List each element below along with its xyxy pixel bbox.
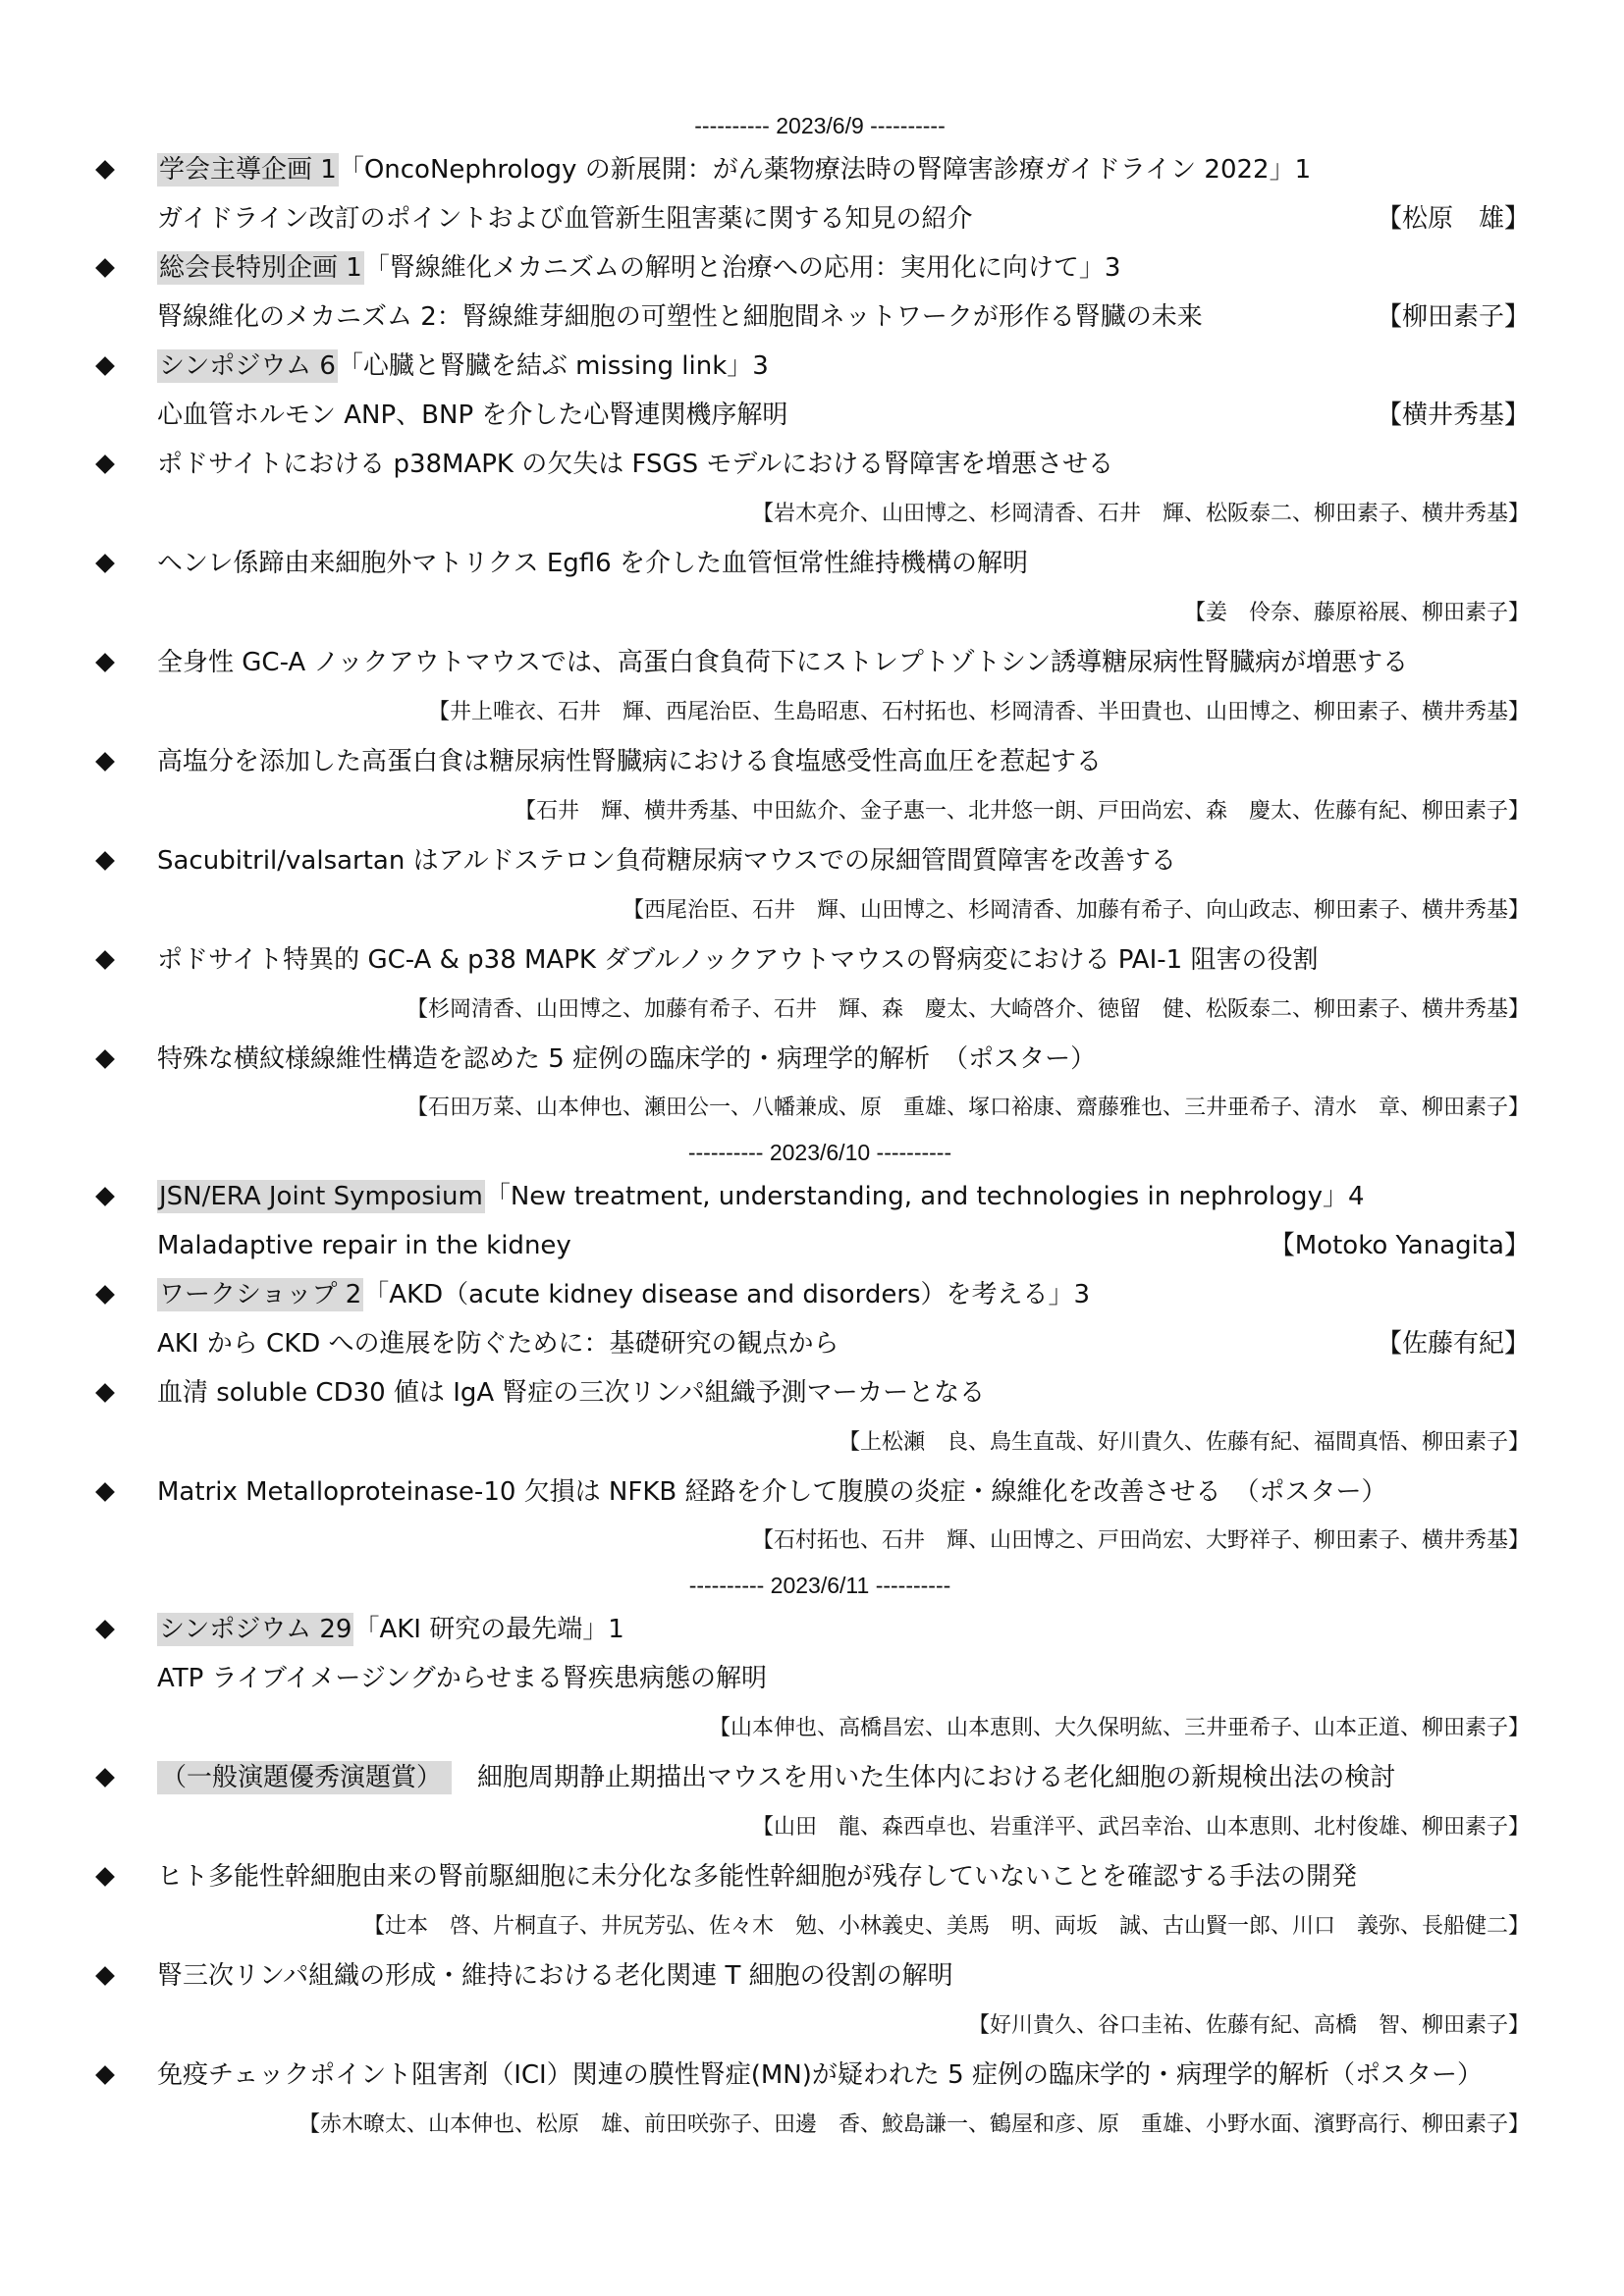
presentation-title: AKI から CKD への進展を防ぐために：基礎研究の観点から	[157, 1329, 839, 1359]
author-list: 【上松瀬 良、鳥生直哉、好川貴久、佐藤有紀、福間真悟、柳田素子】	[838, 1430, 1530, 1455]
presentation-title: Sacubitril/valsartan はアルドステロン負荷糖尿病マウスでの尿細管間質障害を改善する	[157, 846, 1177, 876]
session-entry	[0, 1605, 1624, 1753]
author-list: 【石村拓也、石井 輝、山田博之、戸田尚宏、大野祥子、柳田素子、横井秀基】	[751, 1528, 1530, 1553]
presentation-title: ヒト多能性幹細胞由来の腎前駆細胞に未分化な多能性幹細胞が残存していないことを確認する手法の開発	[157, 1862, 1358, 1892]
presentation-title: 高塩分を添加した高蛋白食は糖尿病性腎臓病における食塩感受性高血圧を惹起する	[157, 747, 1103, 776]
presentation-entry	[0, 836, 1624, 935]
author-list: 【山田 龍、森西卓也、岩重洋平、武呂幸治、山本恵則、北村俊雄、柳田素子】	[751, 1815, 1530, 1840]
presentation-title: 血清 soluble CD30 値は IgA 腎症の三次リンパ組織予測マーカーとなる	[157, 1378, 986, 1408]
presentation-entry	[0, 1951, 1624, 2051]
session-entry	[0, 243, 1624, 342]
presenter: 【佐藤有紀】	[1376, 1329, 1530, 1359]
presentation-title: ガイドライン改訂のポイントおよび血管新生阻害薬に関する知見の紹介	[157, 204, 973, 234]
presentation-title: 全身性 GC-A ノックアウトマウスでは、高蛋白食負荷下にストレプトゾトシン誘導糖尿病性腎臓病が増悪する	[157, 648, 1409, 677]
diamond-bullet-icon	[95, 356, 115, 376]
presentation-title: Matrix Metalloproteinase-10 欠損は NFKB 経路を介して腹膜の炎症・線維化を改善させる （ポスター）	[157, 1477, 1387, 1507]
presentation-title: ヘンレ係蹄由来細胞外マトリクス Egfl6 を介した血管恒常性維持機構の解明	[157, 549, 1028, 578]
presentation-title: ポドサイトにおける p38MAPK の欠失は FSGS モデルにおける腎障害を増悪させる	[157, 450, 1114, 479]
date-separator: ---------- 2023/6/9 ----------	[694, 113, 946, 138]
session-title: 「AKI 研究の最先端」1	[353, 1615, 624, 1644]
presentation-title: Maladaptive repair in the kidney	[157, 1231, 571, 1260]
author-list: 【石田万菜、山本伸也、瀬田公一、八幡兼成、原 重雄、塚口裕康、齋藤雅也、三井亜希子、清水 章、柳田素子】	[406, 1095, 1530, 1120]
presentation-title: 特殊な横紋様線維性構造を認めた 5 症例の臨床学的・病理学的解析 （ポスター）	[157, 1044, 1097, 1074]
presentation-title: 心血管ホルモン ANP、BNP を介した心腎連関機序解明	[157, 400, 788, 430]
diamond-bullet-icon	[95, 851, 115, 871]
presentation-title: 細胞周期静止期描出マウスを用いた生体内における老化細胞の新規検出法の検討	[477, 1763, 1396, 1792]
session-entry	[0, 342, 1624, 440]
diamond-bullet-icon	[95, 653, 115, 672]
diamond-bullet-icon	[95, 258, 115, 278]
session-type-tag: ワークショップ 2	[159, 1280, 362, 1309]
session-title: 「AKD（acute kidney disease and disorders）を考える」3	[363, 1280, 1091, 1309]
diamond-bullet-icon	[95, 1187, 115, 1206]
diamond-bullet-icon	[95, 1383, 115, 1403]
presentation-entry	[0, 1753, 1624, 1852]
presentation-title: 免疫チェックポイント阻害剤（ICI）関連の膜性腎症(MN)が疑われた 5 症例の臨床学的・病理学的解析（ポスター）	[157, 2060, 1483, 2090]
presentation-entry	[0, 2051, 1624, 2150]
presentation-entry	[0, 1468, 1624, 1566]
presentation-entry	[0, 737, 1624, 836]
diamond-bullet-icon	[95, 1620, 115, 1639]
author-list: 【石井 輝、横井秀基、中田紘介、金子惠一、北井悠一朗、戸田尚宏、森 慶太、佐藤有紀、柳田素子】	[514, 799, 1530, 824]
author-list: 【山本伸也、高橋昌宏、山本恵則、大久保明紘、三井亜希子、山本正道、柳田素子】	[708, 1716, 1530, 1740]
diamond-bullet-icon	[95, 2065, 115, 2085]
presenter: 【柳田素子】	[1376, 302, 1530, 332]
presentation-entry	[0, 638, 1624, 737]
author-list: 【辻本 啓、片桐直子、井尻芳弘、佐々木 勉、小林義史、美馬 明、両坂 誠、古山賢一郎、川口 義弥、長船健二】	[362, 1914, 1530, 1939]
author-list: 【姜 伶奈、藤原裕展、柳田素子】	[1183, 601, 1530, 625]
author-list: 【杉岡清香、山田博之、加藤有希子、石井 輝、森 慶太、大崎啓介、徳留 健、松阪泰二、柳田素子、横井秀基】	[406, 997, 1530, 1022]
presentation-title: 腎線維化のメカニズム 2：腎線維芽細胞の可塑性と細胞間ネットワークが形作る腎臓の未来	[157, 302, 1203, 332]
diamond-bullet-icon	[95, 752, 115, 772]
diamond-bullet-icon	[95, 1482, 115, 1502]
author-list: 【岩木亮介、山田博之、杉岡清香、石井 輝、松阪泰二、柳田素子、横井秀基】	[751, 502, 1530, 526]
session-type-tag: シンポジウム 6	[159, 351, 336, 381]
session-type-tag: シンポジウム 29	[159, 1615, 352, 1644]
diamond-bullet-icon	[95, 1966, 115, 1986]
diamond-bullet-icon	[95, 454, 115, 474]
presenter: 【Motoko Yanagita】	[1269, 1231, 1530, 1260]
diamond-bullet-icon	[95, 160, 115, 180]
award-tag: （一般演題優秀演題賞）	[157, 1761, 452, 1794]
presentation-entry	[0, 935, 1624, 1035]
author-list: 【西尾治臣、石井 輝、山田博之、杉岡清香、加藤有希子、向山政志、柳田素子、横井秀基】	[622, 898, 1530, 923]
diamond-bullet-icon	[95, 554, 115, 573]
session-entry	[0, 1270, 1624, 1368]
diamond-bullet-icon	[95, 1768, 115, 1788]
session-entry	[0, 1172, 1624, 1270]
presentation-title: ポドサイト特異的 GC-A & p38 MAPK ダブルノックアウトマウスの腎病変における PAI-1 阻害の役割	[157, 945, 1319, 975]
presentation-entry	[0, 440, 1624, 539]
presenter: 【横井秀基】	[1376, 400, 1530, 430]
diamond-bullet-icon	[95, 1867, 115, 1887]
session-title: 「OncoNephrology の新展開：がん薬物療法時の腎障害診療ガイドライン 2022」1	[338, 155, 1312, 185]
presentation-entry	[0, 539, 1624, 638]
date-separator: ---------- 2023/6/11 ----------	[688, 1573, 951, 1598]
session-type-tag: JSN/ERA Joint Symposium	[159, 1182, 483, 1211]
presentation-title: 腎三次リンパ組織の形成・維持における老化関連 T 細胞の役割の解明	[157, 1961, 953, 1991]
session-title: 「心臓と腎臓を結ぶ missing link」3	[337, 351, 769, 381]
author-list: 【好川貴久、谷口圭祐、佐藤有紀、高橋 智、柳田素子】	[967, 2013, 1530, 2038]
presentation-entry	[0, 1368, 1624, 1468]
diamond-bullet-icon	[95, 1285, 115, 1305]
document-body	[0, 106, 1624, 2150]
author-list: 【赤木暸太、山本伸也、松原 雄、前田咲弥子、田邊 香、鮫島謙一、鶴屋和彦、原 重雄、小野水面、濱野高行、柳田素子】	[298, 2112, 1530, 2137]
presentation-entry	[0, 1852, 1624, 1951]
presenter: 【松原 雄】	[1376, 204, 1530, 234]
author-list: 【井上唯衣、石井 輝、西尾治臣、生島昭恵、石村拓也、杉岡清香、半田貴也、山田博之、柳田素子、横井秀基】	[427, 700, 1530, 724]
session-title: 「New treatment, understanding, and technologies in nephrology」4	[484, 1182, 1365, 1211]
presentation-title: ATP ライブイメージングからせまる腎疾患病態の解明	[157, 1664, 767, 1693]
date-separator: ---------- 2023/6/10 ----------	[687, 1140, 952, 1165]
presentation-entry	[0, 1035, 1624, 1133]
session-title: 「腎線維化メカニズムの解明と治療への応用：実用化に向けて」3	[363, 253, 1121, 283]
diamond-bullet-icon	[95, 950, 115, 970]
session-type-tag: 学会主導企画 1	[159, 155, 337, 185]
session-type-tag: 総会長特別企画 1	[159, 253, 362, 283]
diamond-bullet-icon	[95, 1049, 115, 1069]
session-entry	[0, 145, 1624, 243]
